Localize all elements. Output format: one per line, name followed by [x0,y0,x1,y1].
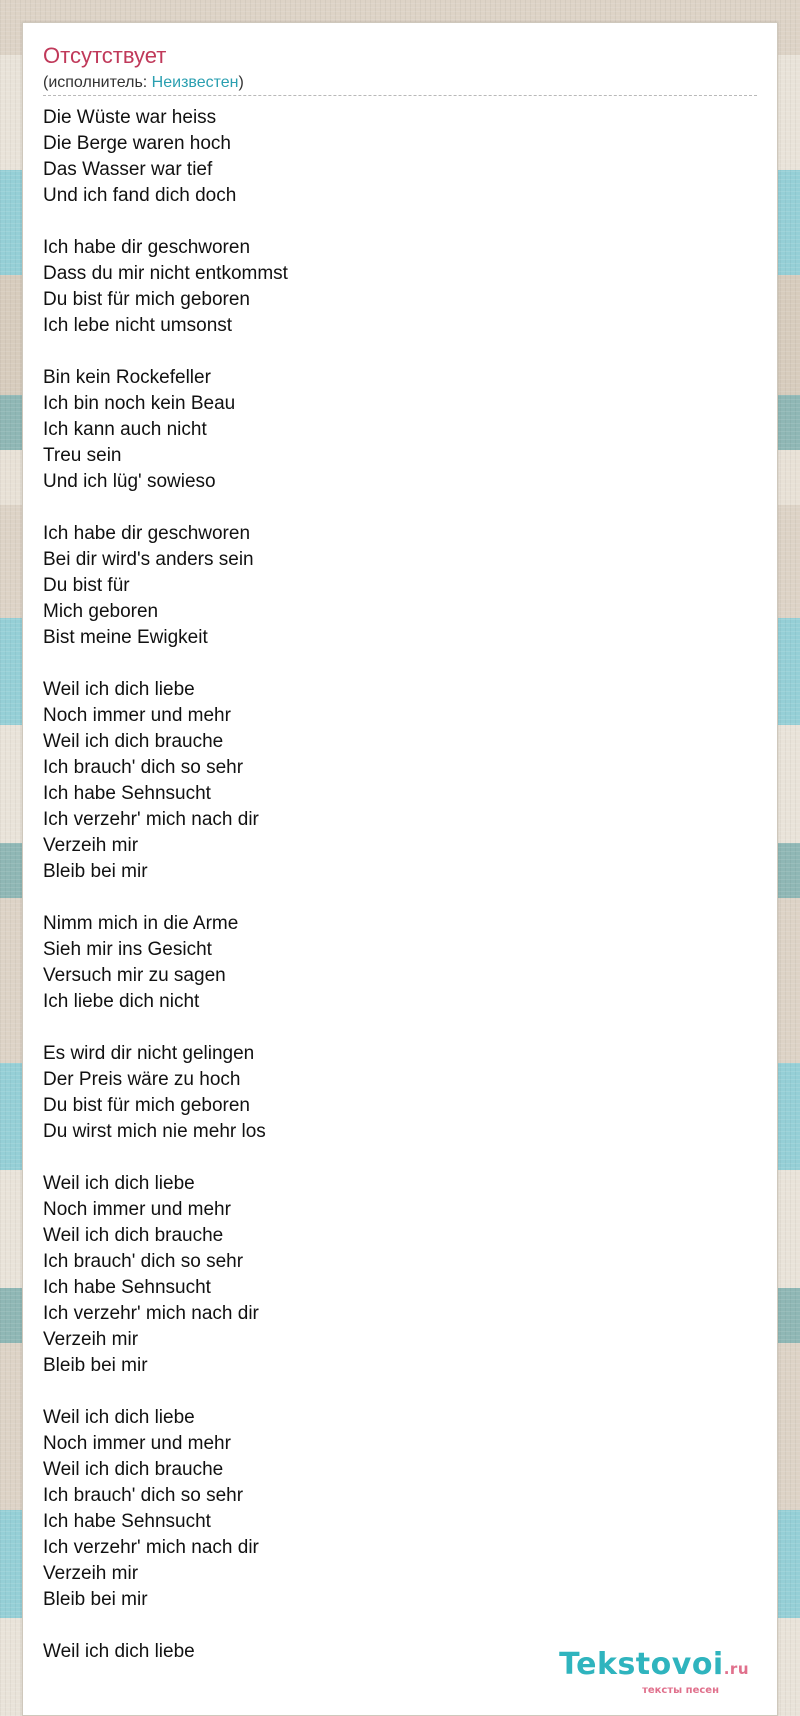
lyric-line: Du bist für mich geboren [43,289,250,310]
lyric-line: Und ich fand dich doch [43,185,237,206]
lyric-line: Weil ich dich brauche [43,731,224,752]
lyric-line: Weil ich dich liebe [43,679,195,700]
lyrics-stanza [43,105,743,209]
lyric-line: Ich liebe dich nicht [43,991,200,1012]
lyric-line: Noch immer und mehr [43,705,231,726]
lyrics-stanza [43,235,743,339]
logo-name: Tekstovoi [559,1647,724,1682]
lyric-line: Du bist für mich geboren [43,1095,250,1116]
lyric-line: Ich habe dir geschworen [43,523,251,544]
artist-line [43,73,244,93]
lyrics-stanza [43,521,743,651]
lyrics-stanza [43,677,743,885]
title-divider [43,95,757,96]
lyrics-stanza [43,911,743,1015]
lyric-line: Ich verzehr' mich nach dir [43,1303,259,1324]
lyric-line: Ich verzehr' mich nach dir [43,1537,259,1558]
lyric-line: Bist meine Ewigkeit [43,627,208,648]
lyrics-body [43,105,743,1691]
lyric-line: Verzeih mir [43,1563,139,1584]
lyric-line: Verzeih mir [43,835,139,856]
lyric-line: Und ich lüg' sowieso [43,471,216,492]
lyric-line: Weil ich dich liebe [43,1407,195,1428]
lyric-line: Bleib bei mir [43,861,148,882]
lyric-line: Du wirst mich nie mehr los [43,1121,266,1142]
lyric-line: Mich geboren [43,601,159,622]
lyric-line: Es wird dir nicht gelingen [43,1043,255,1064]
lyric-line: Nimm mich in die Arme [43,913,239,934]
lyric-line: Ich verzehr' mich nach dir [43,809,259,830]
lyrics-card [22,22,778,1716]
lyric-line: Bleib bei mir [43,1355,148,1376]
lyric-line: Noch immer und mehr [43,1199,231,1220]
lyric-line: Ich brauch' dich so sehr [43,1251,244,1272]
lyric-line: Sieh mir ins Gesicht [43,939,212,960]
logo-tld: .ru [723,1660,749,1678]
lyric-line: Weil ich dich liebe [43,1173,195,1194]
lyric-line: Ich bin noch kein Beau [43,393,236,414]
song-title: Отсутствует [43,43,167,68]
lyric-line: Bin kein Rockefeller [43,367,211,388]
lyrics-stanza [43,1041,743,1145]
lyrics-stanza [43,365,743,495]
site-logo[interactable] [559,1649,749,1697]
lyric-line: Ich kann auch nicht [43,419,207,440]
lyric-line: Ich brauch' dich so sehr [43,757,244,778]
lyric-line: Die Wüste war heiss [43,107,217,128]
lyrics-stanza [43,1171,743,1379]
lyric-line: Noch immer und mehr [43,1433,231,1454]
artist-link[interactable]: Неизвестен [151,74,239,91]
lyric-line: Ich habe Sehnsucht [43,783,211,804]
lyric-line: Bei dir wird's anders sein [43,549,254,570]
lyric-line: Treu sein [43,445,122,466]
lyric-line: Versuch mir zu sagen [43,965,226,986]
lyric-line: Ich habe Sehnsucht [43,1277,211,1298]
lyric-line: Verzeih mir [43,1329,139,1350]
lyric-line: Ich habe Sehnsucht [43,1511,211,1532]
logo-tagline: тексты песен [642,1685,719,1696]
artist-suffix: ) [238,74,244,91]
lyric-line: Weil ich dich brauche [43,1459,224,1480]
lyric-line: Ich habe dir geschworen [43,237,251,258]
artist-prefix: (исполнитель: [43,74,152,91]
lyrics-stanza [43,1405,743,1613]
lyric-line: Ich lebe nicht umsonst [43,315,233,336]
lyric-line: Die Berge waren hoch [43,133,231,154]
lyric-line: Weil ich dich brauche [43,1225,224,1246]
lyric-line: Du bist für [43,575,130,596]
lyric-line: Das Wasser war tief [43,159,213,180]
lyric-line: Bleib bei mir [43,1589,148,1610]
lyric-line: Dass du mir nicht entkommst [43,263,288,284]
lyric-line: Ich brauch' dich so sehr [43,1485,244,1506]
lyric-line: Weil ich dich liebe [43,1641,195,1662]
lyric-line: Der Preis wäre zu hoch [43,1069,241,1090]
